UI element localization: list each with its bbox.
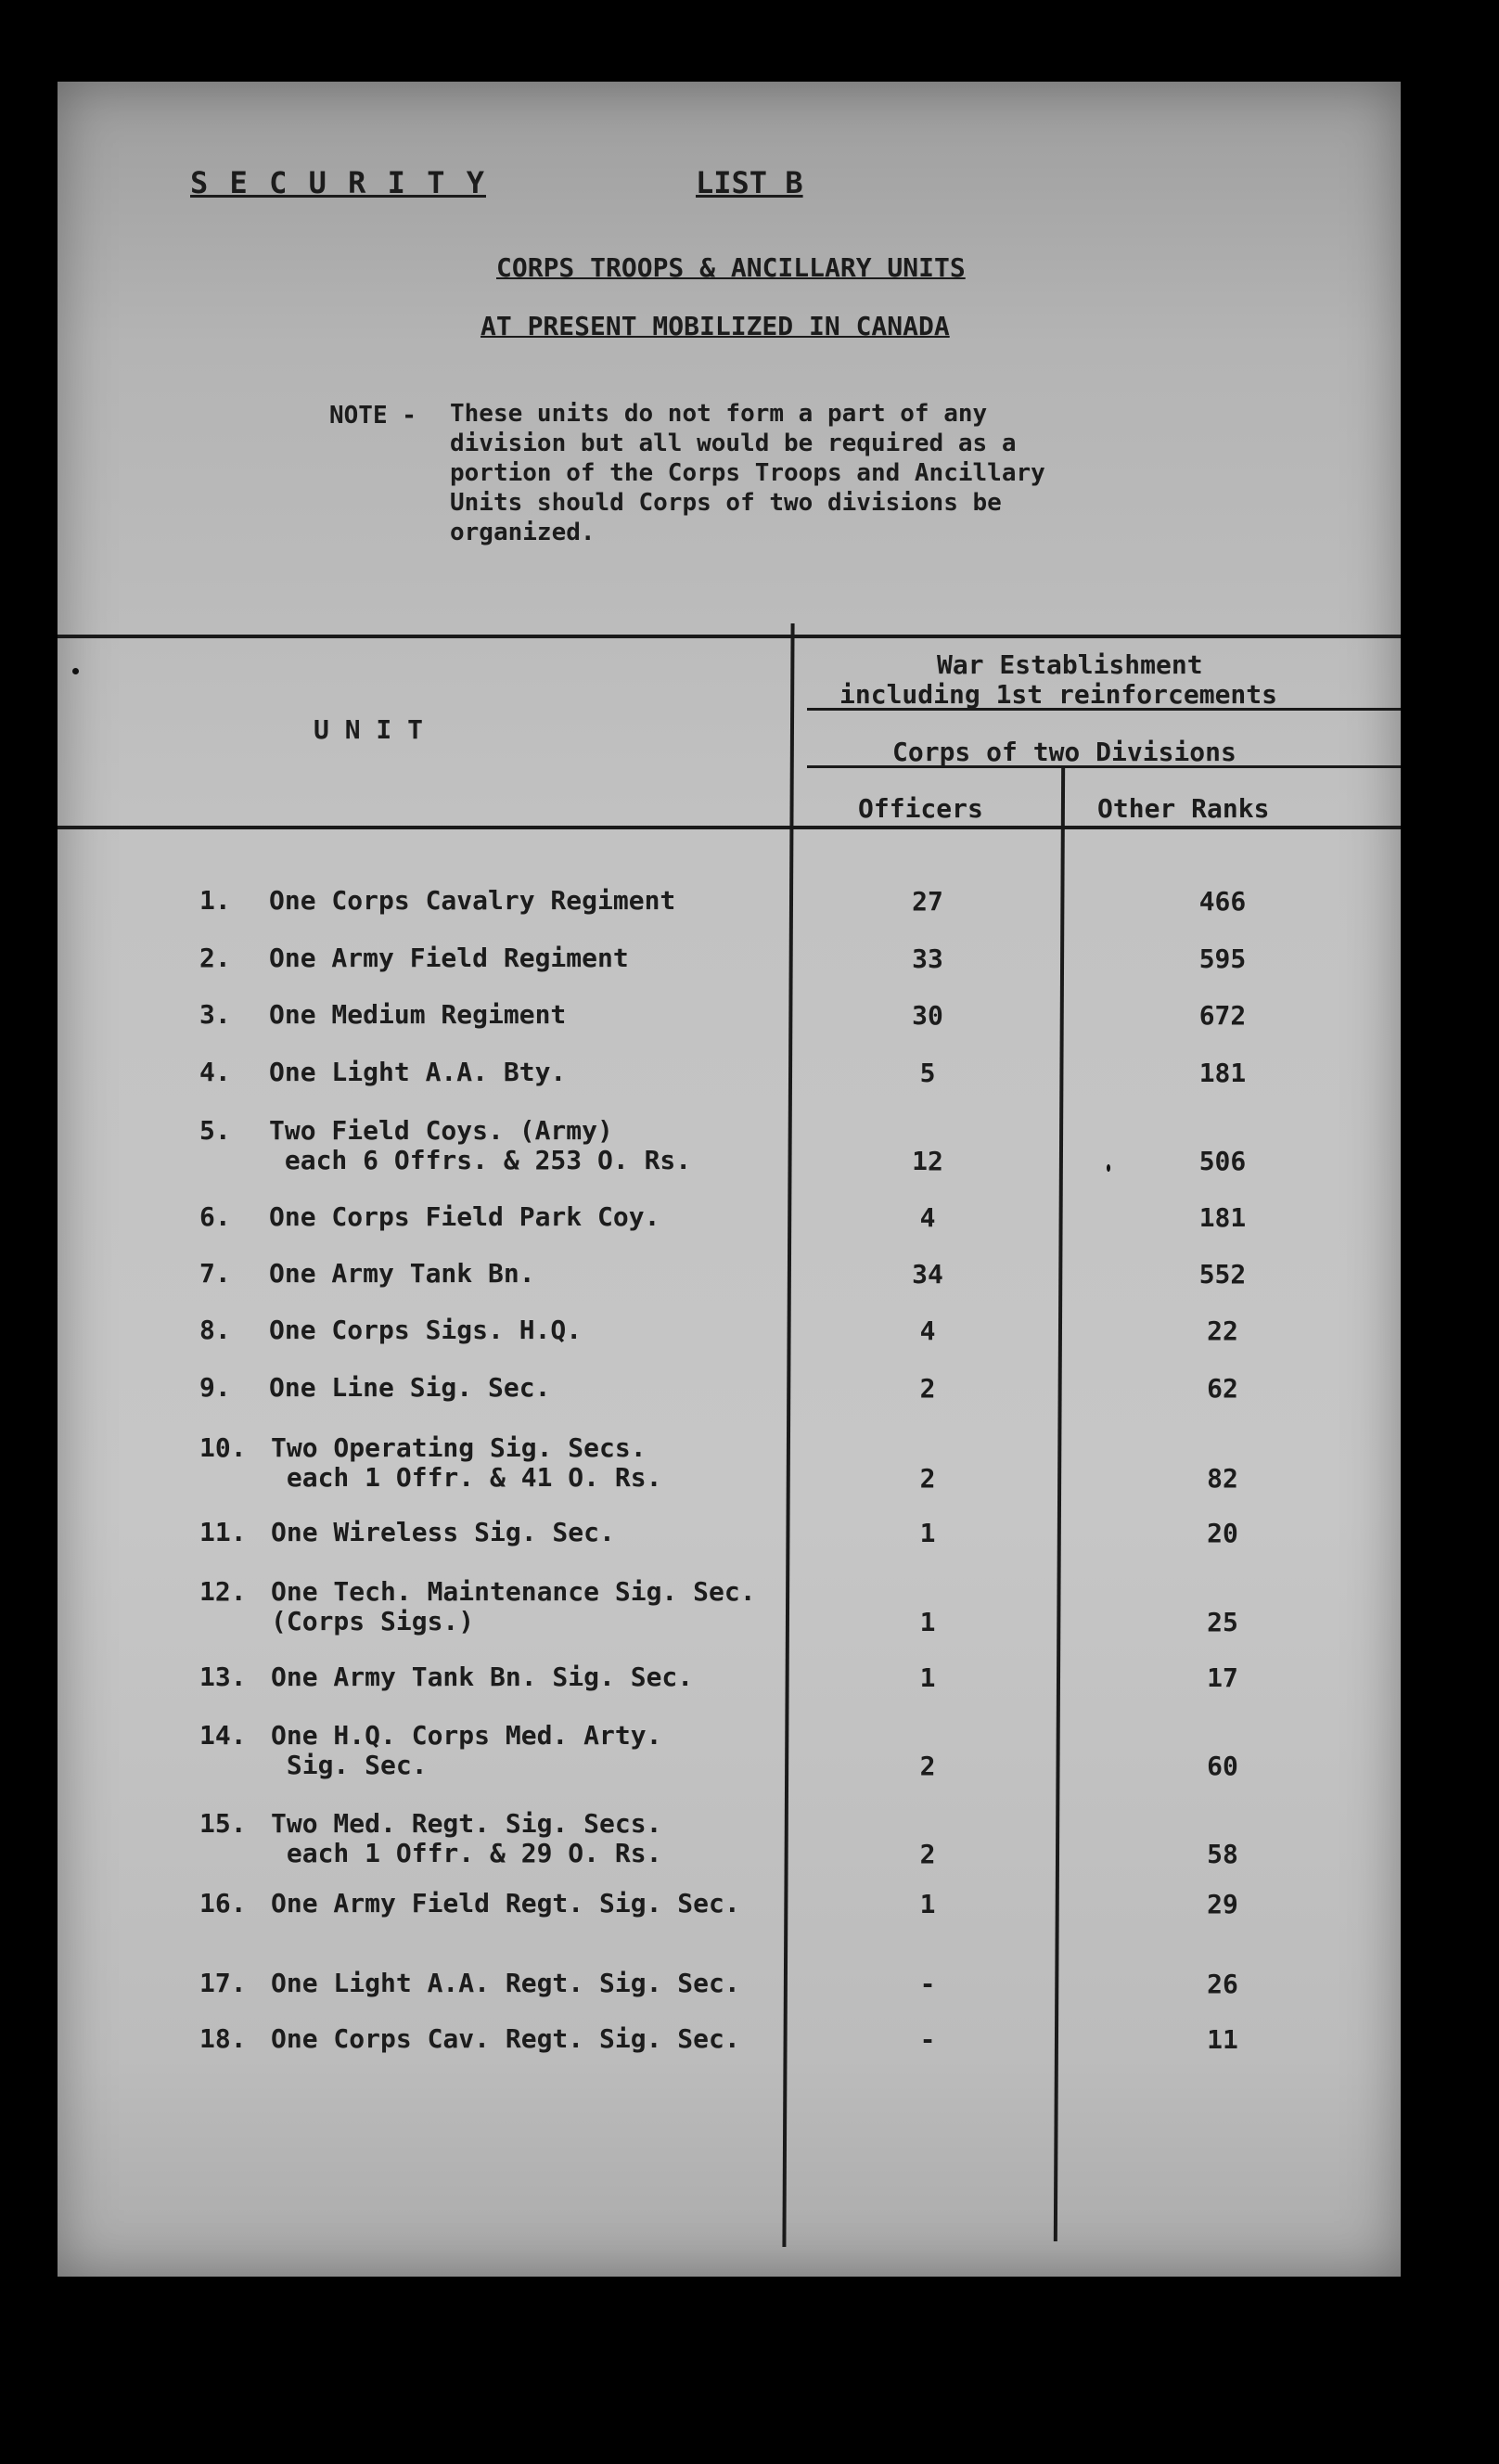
- officers-value: 2: [919, 1463, 936, 1494]
- unit-name: One Wireless Sig. Sec.: [271, 1517, 615, 1547]
- list-label: LIST B: [696, 165, 803, 200]
- officers-value: 2: [919, 1751, 936, 1781]
- unit-name: One Light A.A. Bty.: [269, 1057, 567, 1087]
- unit-name: One Army Field Regt. Sig. Sec.: [271, 1888, 740, 1919]
- other-ranks-value: 466: [1198, 886, 1247, 917]
- other-ranks-value: 672: [1198, 1000, 1247, 1031]
- note-line: division but all would be required as a: [450, 430, 1017, 457]
- note-line: Units should Corps of two divisions be: [450, 489, 1002, 517]
- note-line: portion of the Corps Troops and Ancillary: [450, 459, 1045, 487]
- row-number: 7.: [199, 1258, 231, 1289]
- other-ranks-value: 58: [1207, 1839, 1238, 1869]
- row-number: 17.: [199, 1968, 247, 1998]
- unit-column-header: U N I T: [314, 714, 424, 745]
- row-number: 12.: [199, 1576, 247, 1607]
- table-top-rule: [58, 635, 1401, 638]
- unit-name: One Corps Field Park Coy.: [269, 1201, 660, 1232]
- unit-name: One Line Sig. Sec.: [269, 1372, 551, 1403]
- unit-name: Sig. Sec.: [271, 1750, 428, 1780]
- row-number: 8.: [199, 1315, 231, 1345]
- note-text: [450, 399, 1045, 547]
- row-number: 14.: [199, 1720, 247, 1751]
- officers-value: 1: [919, 1518, 936, 1548]
- unit-name: One H.Q. Corps Med. Arty.: [271, 1720, 662, 1751]
- other-ranks-value: 60: [1207, 1751, 1238, 1781]
- officers-value: 27: [912, 886, 943, 917]
- other-ranks-column-header: Other Ranks: [1097, 793, 1270, 824]
- header-bottom-rule: [58, 826, 1401, 829]
- officers-value: 5: [919, 1058, 936, 1088]
- officers-value: 34: [912, 1259, 943, 1290]
- row-number: 11.: [199, 1517, 247, 1547]
- officers-value: 12: [912, 1146, 943, 1176]
- other-ranks-value: 11: [1207, 2024, 1238, 2055]
- unit-name: One Army Tank Bn.: [269, 1258, 535, 1289]
- other-ranks-value: 552: [1198, 1259, 1247, 1290]
- officers-value: 1: [919, 1607, 936, 1637]
- reinforcements-header: including 1st reinforcements: [839, 679, 1278, 710]
- paper-speck: [1107, 1164, 1110, 1172]
- row-number: 6.: [199, 1201, 231, 1232]
- note-line: These units do not form a part of any: [450, 400, 988, 428]
- other-ranks-value: 25: [1207, 1607, 1238, 1637]
- officers-value: 1: [919, 1889, 936, 1919]
- other-ranks-value: 17: [1207, 1662, 1238, 1693]
- note-line: organized.: [450, 519, 596, 546]
- officers-value: 2: [919, 1373, 936, 1404]
- title-line-1: CORPS TROOPS & ANCILLARY UNITS: [496, 252, 966, 283]
- unit-name: One Corps Cavalry Regiment: [269, 885, 676, 916]
- officers-value: -: [919, 1969, 936, 1999]
- row-number: 15.: [199, 1808, 247, 1839]
- unit-name: One Army Tank Bn. Sig. Sec.: [271, 1662, 694, 1692]
- other-ranks-value: 26: [1207, 1969, 1238, 1999]
- row-number: 13.: [199, 1662, 247, 1692]
- other-ranks-value: 82: [1207, 1463, 1238, 1494]
- unit-name: Two Field Coys. (Army): [269, 1115, 613, 1146]
- other-ranks-value: 29: [1207, 1889, 1238, 1919]
- officers-value: 30: [912, 1000, 943, 1031]
- unit-name: Two Med. Regt. Sig. Secs.: [271, 1808, 662, 1839]
- paper-speck: [72, 668, 79, 674]
- officers-value: 4: [919, 1315, 936, 1346]
- row-number: 9.: [199, 1372, 231, 1403]
- corps-header: Corps of two Divisions: [892, 737, 1236, 767]
- officers-column-header: Officers: [858, 793, 983, 824]
- unit-name: One Corps Cav. Regt. Sig. Sec.: [271, 2023, 740, 2054]
- unit-name: One Army Field Regiment: [269, 943, 629, 973]
- row-number: 10.: [199, 1432, 247, 1463]
- officers-value: 33: [912, 943, 943, 974]
- unit-name: each 1 Offr. & 41 O. Rs.: [271, 1462, 662, 1493]
- row-number: 16.: [199, 1888, 247, 1919]
- other-ranks-value: 22: [1207, 1315, 1238, 1346]
- unit-name: One Medium Regiment: [269, 999, 567, 1030]
- row-number: 1.: [199, 885, 231, 916]
- row-number: 5.: [199, 1115, 231, 1146]
- war-establishment-header: War Establishment: [937, 649, 1203, 680]
- other-ranks-value: 62: [1207, 1373, 1238, 1404]
- other-ranks-value: 595: [1198, 943, 1247, 974]
- unit-name: Two Operating Sig. Secs.: [271, 1432, 647, 1463]
- unit-name: One Corps Sigs. H.Q.: [269, 1315, 583, 1345]
- unit-name: each 6 Offrs. & 253 O. Rs.: [269, 1145, 692, 1175]
- row-number: 3.: [199, 999, 231, 1030]
- unit-name: One Tech. Maintenance Sig. Sec.: [271, 1576, 756, 1607]
- other-ranks-value: 181: [1198, 1202, 1247, 1233]
- unit-name: One Light A.A. Regt. Sig. Sec.: [271, 1968, 740, 1998]
- officers-value: 4: [919, 1202, 936, 1233]
- title-line-2: AT PRESENT MOBILIZED IN CANADA: [480, 311, 950, 341]
- row-number: 18.: [199, 2023, 247, 2054]
- unit-name: (Corps Sigs.): [271, 1606, 475, 1636]
- row-number: 4.: [199, 1057, 231, 1087]
- other-ranks-value: 20: [1207, 1518, 1238, 1548]
- note-label: NOTE -: [329, 402, 416, 430]
- other-ranks-value: 506: [1198, 1146, 1247, 1176]
- unit-name: each 1 Offr. & 29 O. Rs.: [271, 1838, 662, 1868]
- officers-value: 2: [919, 1839, 936, 1869]
- row-number: 2.: [199, 943, 231, 973]
- officers-value: 1: [919, 1662, 936, 1693]
- officers-value: -: [919, 2024, 936, 2055]
- security-heading: S E C U R I T Y: [190, 165, 486, 200]
- other-ranks-value: 181: [1198, 1058, 1247, 1088]
